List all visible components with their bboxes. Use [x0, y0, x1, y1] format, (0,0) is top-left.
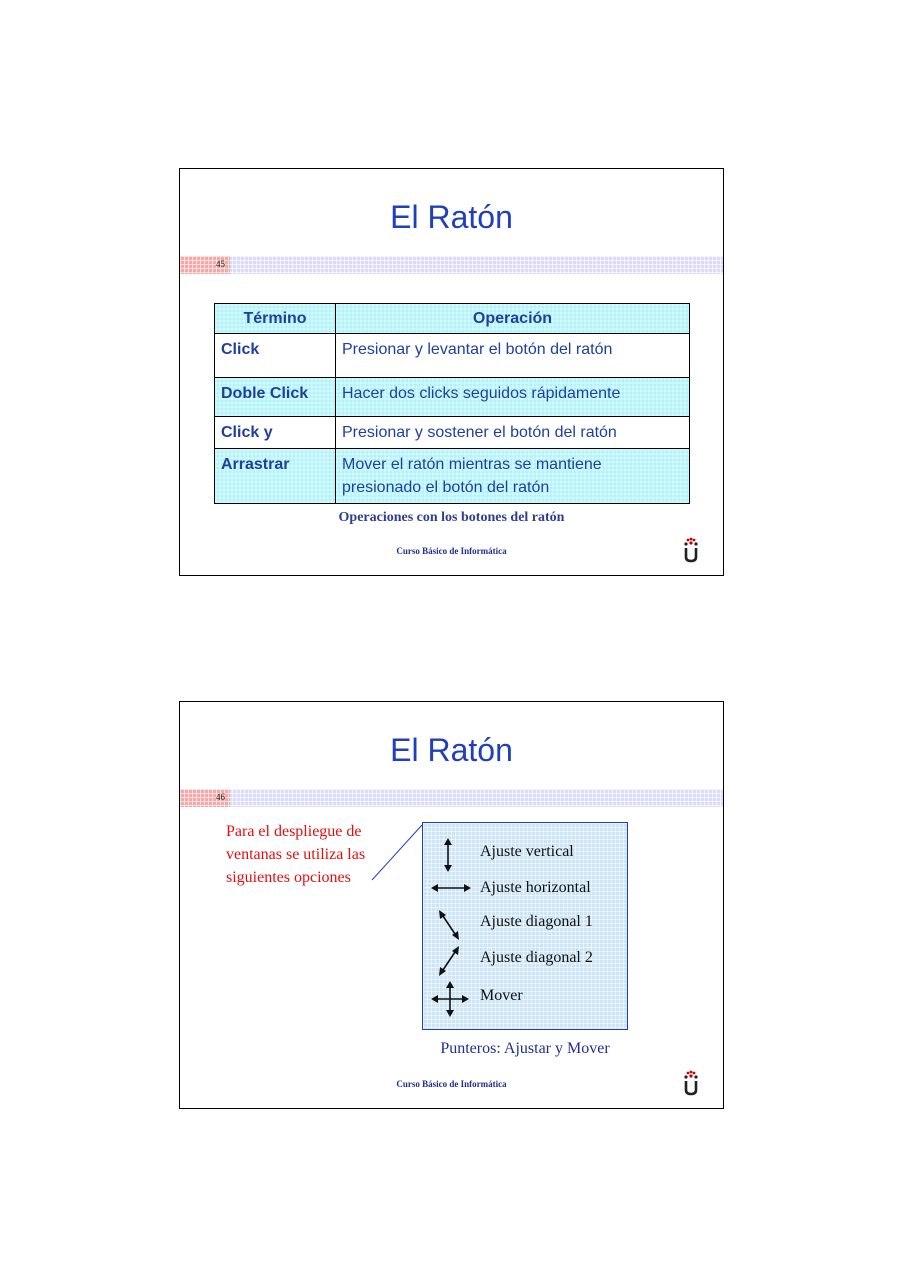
table-header-operation: Operación [336, 304, 690, 334]
table-cell-term: Click y [215, 417, 336, 449]
pointer-item [423, 907, 627, 937]
university-logo-icon [682, 537, 700, 563]
table-header-row [215, 304, 690, 334]
table-caption: Operaciones con los botones del ratón [338, 510, 565, 525]
table-cell-term: Arrastrar [215, 449, 336, 504]
table-row [215, 449, 690, 504]
move-icon [431, 981, 469, 1017]
mouse-operations-table [214, 303, 690, 504]
table-cell-term: Click [215, 334, 336, 378]
pointer-caption: Punteros: Ajustar y Mover [440, 1040, 610, 1057]
table-header-term: Término [215, 304, 336, 334]
vertical-resize-icon [431, 837, 465, 873]
diagonal-resize-1-icon [431, 907, 467, 943]
pointer-item [423, 873, 627, 903]
pointer-label: Mover [480, 987, 523, 1004]
table-row [215, 417, 690, 449]
pointer-label: Ajuste diagonal 1 [480, 913, 593, 930]
pointer-item [423, 981, 627, 1011]
table-row [215, 334, 690, 378]
slide-46 [179, 701, 724, 1109]
table-cell-term: Doble Click [215, 378, 336, 417]
window-resize-note: Para el despliegue de ventanas se utiliza las siguientes opciones [226, 823, 366, 886]
footer-text: Curso Básico de Informática [396, 546, 507, 556]
footer-text: Curso Básico de Informática [396, 1079, 507, 1089]
university-logo-icon [682, 1070, 700, 1096]
diagonal-resize-2-icon [431, 943, 467, 979]
table-row [215, 378, 690, 417]
pointer-label: Ajuste diagonal 2 [480, 949, 593, 966]
slide-number: 45 [216, 259, 225, 269]
pointer-item [423, 943, 627, 973]
table-cell-operation: Hacer dos clicks seguidos rápidamente [336, 378, 690, 417]
title-band [180, 256, 723, 274]
slide-number-box [180, 256, 230, 274]
pointer-label: Ajuste horizontal [480, 879, 591, 896]
table-cell-operation: Mover el ratón mientras se mantiene presionado el botón del ratón [336, 449, 690, 504]
slide-title: El Ratón [390, 732, 513, 768]
pointer-list-box [422, 822, 628, 1030]
slide-45 [179, 168, 724, 576]
slide-number: 46 [216, 792, 225, 802]
horizontal-resize-icon [431, 873, 471, 903]
table-cell-operation: Presionar y sostener el botón del ratón [336, 417, 690, 449]
pointer-label: Ajuste vertical [480, 843, 574, 860]
pointer-item [423, 837, 627, 867]
table-cell-operation: Presionar y levantar el botón del ratón [336, 334, 690, 378]
slide-title: El Ratón [390, 199, 513, 235]
